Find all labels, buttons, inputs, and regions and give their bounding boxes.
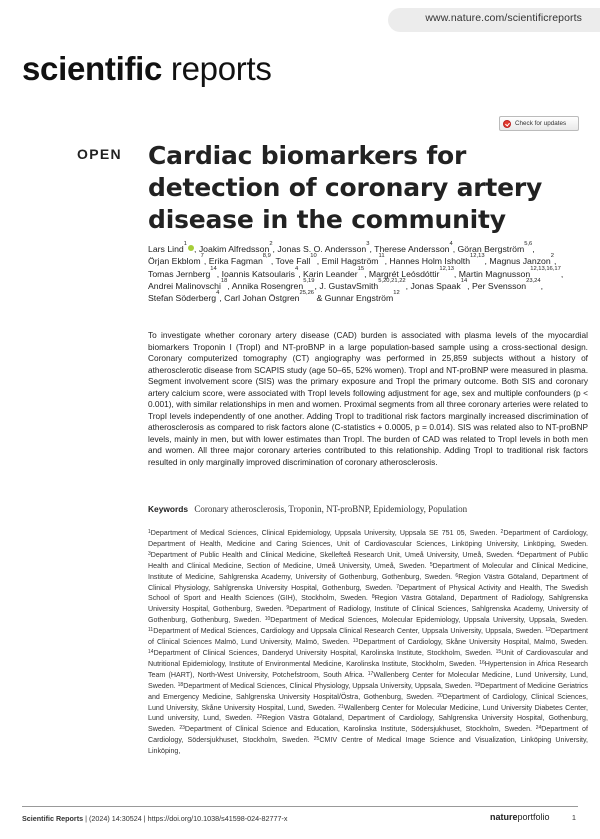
footer-journal: Scientific Reports xyxy=(22,814,84,823)
footer-doi-link[interactable]: https://doi.org/10.1038/s41598-024-82777-x xyxy=(147,814,288,823)
footer-volume: (2024) 14:30524 xyxy=(88,814,142,823)
author-affiliation-sup: 12,13 xyxy=(439,265,454,272)
journal-url-link[interactable]: www.nature.com/scientificreports xyxy=(425,12,582,24)
author-affiliation-sup: 5,19 xyxy=(303,277,315,284)
author-affiliation-sup: 11 xyxy=(378,253,385,260)
affiliation-text: Region Västra Götaland, Department of Cardiology, Sahlgrenska University Hospital, Gothenburg, Sweden. xyxy=(148,714,588,734)
author-name[interactable]: Magnus Janzon xyxy=(489,256,551,267)
author xyxy=(224,290,315,304)
affiliation-number: 19 xyxy=(474,681,481,688)
open-access-label: OPEN xyxy=(77,146,122,162)
article-title: Cardiac biomarkers for detection of coronary artery disease in the community xyxy=(148,141,543,234)
author-name[interactable]: Martin Magnusson xyxy=(458,268,531,279)
footer-citation xyxy=(22,814,287,823)
author-name[interactable]: Hannes Holm Isholth xyxy=(389,256,471,267)
affiliation-number: 13 xyxy=(352,638,359,645)
author xyxy=(148,253,204,267)
affiliation-text: Department of Medicine Geriatrics and Emergency Medicine, Sahlgrenska University Hospital/Östra, Gothenburg, Sweden. xyxy=(148,681,588,701)
affiliation-number: 18 xyxy=(177,681,184,688)
keywords-text: Coronary atherosclerosis, Troponin, NT-proBNP, Epidemiology, Population xyxy=(194,504,468,514)
author-affiliation-sup: 4 xyxy=(449,241,453,247)
author-affiliation-sup: 8,9 xyxy=(262,253,271,260)
affiliation-number: 25 xyxy=(313,736,320,743)
author-name[interactable]: Lars Lind xyxy=(148,244,184,254)
author-affiliation-sup: 2 xyxy=(550,253,554,260)
author-affiliation-sup: 4 xyxy=(294,265,299,272)
author-affiliation-sup: 1 xyxy=(183,241,187,247)
affiliation-text: Department of Public Health and Clinical Medicine, Section of Medicine, Umeå University, Umeå, Sweden. xyxy=(148,550,588,570)
affiliation-number: 14 xyxy=(148,648,154,655)
affiliation-number: 22 xyxy=(256,714,263,721)
page-number: 1 xyxy=(571,813,576,822)
affiliations xyxy=(148,528,588,757)
affiliation-text: Department of Medical Sciences, Molecular Epidemiology, Uppsala University, Uppsala, Sweden. xyxy=(270,616,588,625)
author-name[interactable]: Gunnar Engström xyxy=(324,293,394,304)
nature-portfolio-logo xyxy=(490,812,550,822)
author xyxy=(321,253,385,267)
author-affiliation-sup: 15 xyxy=(357,265,365,272)
affiliation-number: 5 xyxy=(429,561,433,568)
affiliation-number: 9 xyxy=(286,605,290,612)
author-name[interactable]: Ioannis Katsoularis xyxy=(221,268,295,279)
affiliation-number: 12 xyxy=(545,627,551,634)
author-affiliation-sup: 25,26 xyxy=(299,290,315,297)
author xyxy=(457,241,533,254)
affiliation-number: 7 xyxy=(396,583,399,590)
author-name[interactable]: Örjan Ekblom xyxy=(148,256,201,267)
author xyxy=(277,241,370,254)
author-name[interactable]: J. GustavSmith xyxy=(319,280,379,291)
author-affiliation-sup: 10 xyxy=(310,253,317,260)
author-affiliation-sup: 12,13 xyxy=(470,253,485,260)
journal-logo-bold: scientific xyxy=(22,50,163,87)
footer-sep: | xyxy=(83,814,89,823)
orcid-icon[interactable] xyxy=(188,245,194,251)
affiliation-text: Department of Clinical Sciences, Danderyd University Hospital, Karolinska Institute, Stockholm, Sweden. xyxy=(153,648,493,657)
affiliation-number: 4 xyxy=(516,550,520,557)
affiliation-text: Department of Cardiology, Clinical Sciences, Lund University, Skåne University Hospital, Lund, Sweden. xyxy=(148,692,588,712)
check-updates-label: Check for updates xyxy=(515,120,567,127)
author-affiliation-sup: 18 xyxy=(220,277,228,284)
author-name[interactable]: Emil Hagström xyxy=(321,256,379,267)
author xyxy=(148,290,220,304)
journal-logo-light: reports xyxy=(162,50,272,87)
author xyxy=(458,265,561,279)
author xyxy=(324,290,400,304)
affiliation-number: 2 xyxy=(500,529,504,535)
top-bar xyxy=(0,0,600,34)
affiliation-text: Department of Radiology, Institute of Clinical Sciences, Sahlgrenska Academy, University of Gothenburg, Gothenburg, Sweden. xyxy=(148,605,588,625)
author xyxy=(208,253,271,267)
author-affiliation-sup: 23,24 xyxy=(526,277,541,284)
abstract: To investigate whether coronary artery disease (CAD) burden is associated with plasma levels of the myocardial biomarkers Troponin I (TropI) and NT-proBNP in a large population-based sample using a cross-sectional design. Coronary computerized tomography (CT) angiography was performed in 25,859 subjects without a history of atherosclerotic disease from SCAPIS study (age 50–65, 52% women). TropI and NT-proBNP were measured in plasma. Segment involvement score (SIS) was the primary exposure and TropI the primary outcome. Both SIS and coronary artery calcium score, were associated with TropI levels following adjustment for age, sex and multiple confounders (p < 0.001), with similar relationships in men and women. Proximal segments from all three coronary arteries were related to TropI levels independently of one another. Adding TropI to traditional risk factors marginally increased discrimination of atherosclerosis as compared to risk factors alone (C-statistics + 0.0005, p = 0.014). SIS was related also to NT-proBNP levels, mainly in men, but with lower estimates than TropI. The burden of CAD was related to TropI levels in both men and women. All three major coronary arteries contributed to this relationship. Adding TropI to traditional risk factors resulted in only marginally improved discrimination of coronary atherosclerosis. xyxy=(148,330,588,467)
keywords-label: Keywords xyxy=(148,504,189,514)
affiliation-number: 6 xyxy=(455,572,459,579)
author xyxy=(148,241,194,254)
affiliation-text: Department of Public Health and Clinical Medicine, Skellefteå Research Unit, Umeå University, Umeå, Sweden. xyxy=(150,550,514,559)
author-affiliation-sup: 4 xyxy=(216,290,220,297)
affiliation-text: Department of Medical Sciences, Clinical Physiology, Uppsala University, Uppsala, Sweden. xyxy=(183,681,473,690)
affiliation-text: Department of Medical Sciences, Clinical Epidemiology, Uppsala University, Uppsala SE 751 05, Sweden. xyxy=(150,529,498,537)
author xyxy=(489,253,554,267)
affiliation-number: 1 xyxy=(148,529,151,535)
author xyxy=(221,265,299,279)
check-updates-icon xyxy=(503,120,511,128)
affiliation-text: Department of Medical Sciences, Cardiology and Uppsala Clinical Research Center, Uppsala University, Uppsala, Sweden. xyxy=(153,627,544,636)
author xyxy=(148,265,217,279)
affiliation-text: Department of Clinical Science and Education, Karolinska Institute, Södersjukhuset, Stockholm, Sweden. xyxy=(184,725,532,734)
author-name[interactable]: Jonas Spaak xyxy=(410,280,461,291)
affiliation-text: Department of Physical Activity and Health, The Swedish School of Sport and Health Sciences (GIH), Stockholm, Sweden. xyxy=(148,583,588,603)
affiliation-number: 20 xyxy=(437,692,443,699)
affiliation-text: Region Västra Götaland, Department of Clinical Physiology, Sahlgrenska University Hospital, Gothenburg, Sweden. xyxy=(148,572,588,592)
author-affiliation-sup: 2 xyxy=(269,241,273,247)
author-name[interactable]: Annika Rosengren xyxy=(231,280,304,291)
keywords xyxy=(148,504,588,515)
footer-sep: | xyxy=(141,814,148,823)
brand-bold: nature xyxy=(490,812,518,822)
author-name[interactable]: Carl Johan Östgren xyxy=(224,293,300,304)
author xyxy=(472,277,541,291)
affiliation-text: Department of Cardiology, Department of Health, Medicine and Caring Sciences, Unit of Cardiovascular Sciences, Linköping University, Linköping, Sweden. xyxy=(148,529,588,548)
author-name[interactable]: Tomas Jernberg xyxy=(148,268,211,279)
affiliation-number: 10 xyxy=(264,616,271,623)
author-name[interactable]: Margrét Leósdóttir xyxy=(368,268,440,279)
author-name[interactable]: Andrei Malinovschi xyxy=(148,280,221,291)
affiliation-text: Region Västra Götaland, Department of Radiology, Sahlgrenska University Hospital, Gothenburg, Sweden. xyxy=(148,594,588,614)
affiliation-number: 8 xyxy=(371,594,375,601)
affiliation-number: 11 xyxy=(148,627,154,634)
author-affiliation-sup: 14 xyxy=(460,277,468,284)
author-affiliation-sup: 12,13,16,17 xyxy=(530,265,561,272)
author-name[interactable]: Göran Bergström xyxy=(457,244,525,254)
author-name[interactable]: Karin Leander xyxy=(303,268,358,279)
author-affiliation-sup: 14 xyxy=(210,265,217,272)
author-name[interactable]: Joakim Alfredsson xyxy=(198,244,270,254)
affiliation-number: 23 xyxy=(179,725,185,732)
author xyxy=(374,241,453,254)
affiliation-number: 3 xyxy=(148,550,151,557)
author-affiliation-sup: 5,20,21,22 xyxy=(378,277,406,284)
author xyxy=(389,253,485,267)
affiliation-text: Wallenberg Center for Molecular Medicine, Lund University, Lund, Sweden. xyxy=(148,670,588,690)
affiliation-number: 21 xyxy=(338,703,344,710)
affiliation-text: Hypertension in Africa Research Team (HART), North-West University, Potchefstroom, South Africa. xyxy=(148,659,588,679)
affiliation-text: Department of Cardiology, Skåne University Hospital, Malmö, Sweden. xyxy=(358,638,588,647)
brand-light: portfolio xyxy=(517,812,550,822)
author-name[interactable]: Stefan Söderberg xyxy=(148,293,217,304)
author-list: Lars Lind$^1$ , Joakim Alfredsson$^2$, Jonas S. O. Andersson$^3$, Therese Andersson$^4$, Göran Bergström$^{5,6}$, Örjan Ekblom$^7$, Erika Fagman$^{8,9}$, Tove Fall$^{10}$, Emil Hagström$^{11}$, Hannes Holm Isholth$^{12,13}$, Magnus Janzon$^2$, Tomas Jernberg$^{14}$, Ioannis Katsoularis$^4$, Karin Leander$^{15}$, Margrét Leósdóttir$^{12,13}$, Martin Magnusson$^{12,13,16,17}$, Andrei Malinovschi$^{18}$, Annika Rosengren$^{5,19}$, J. GustavSmith$^{5,20,21,22}$, Jonas Spaak$^{14}$, Per Svensson$^{23,24}$, Stefan Söderberg$^4$, Carl Johan Östgren$^{25,26}$ & Gunnar Engström$^{12}$ xyxy=(148,241,564,304)
affiliation-text: CMIV Centre of Medical Image Science and Visualization, Linköping University, Linköping, xyxy=(148,736,588,756)
author xyxy=(198,241,273,254)
affiliation-number: 16 xyxy=(479,659,485,666)
author xyxy=(410,277,468,291)
author-affiliation-sup: 5,6 xyxy=(524,241,533,247)
affiliation-number: 17 xyxy=(367,670,374,677)
page-footer xyxy=(22,812,578,826)
affiliation-text: Department of Clinical Sciences Malmö, Lund University, Malmö, Sweden. xyxy=(148,627,588,647)
author-name[interactable]: Jonas S. O. Andersson xyxy=(277,244,367,254)
author-name[interactable]: Therese Andersson xyxy=(374,244,450,254)
author-affiliation-sup: 7 xyxy=(200,253,204,260)
author-affiliation-sup: 12 xyxy=(393,290,400,297)
affiliation-text: Unit of Cardiovascular and Nutritional Epidemiology, Institute of Environmental Medicine, Karolinska Institute, Stockholm, Sweden. xyxy=(148,648,588,668)
author-affiliation-sup: 3 xyxy=(366,241,370,247)
author xyxy=(275,253,317,267)
affiliation-number: 15 xyxy=(495,648,502,655)
author-name[interactable]: Tove Fall xyxy=(275,256,311,267)
affiliation-text: Department of Cardiology, Södersjukhuset, Stockholm, Sweden. xyxy=(148,725,588,745)
check-for-updates-button[interactable] xyxy=(499,116,579,131)
affiliation-text: Wallenberg Center for Molecular Medicine, Lund University Diabetes Center, Lund university, Lund, Sweden. xyxy=(148,703,589,723)
author-name[interactable]: Erika Fagman xyxy=(208,256,263,267)
footer-divider xyxy=(22,806,578,807)
affiliation-number: 24 xyxy=(535,725,542,732)
journal-logo[interactable] xyxy=(22,52,272,85)
author-name[interactable]: Per Svensson xyxy=(472,280,527,291)
affiliation-text: Department of Molecular and Clinical Medicine, Institute of Medicine, Sahlgrenska Academy, University of Gothenburg, Gothenburg, Sweden. xyxy=(148,561,588,581)
